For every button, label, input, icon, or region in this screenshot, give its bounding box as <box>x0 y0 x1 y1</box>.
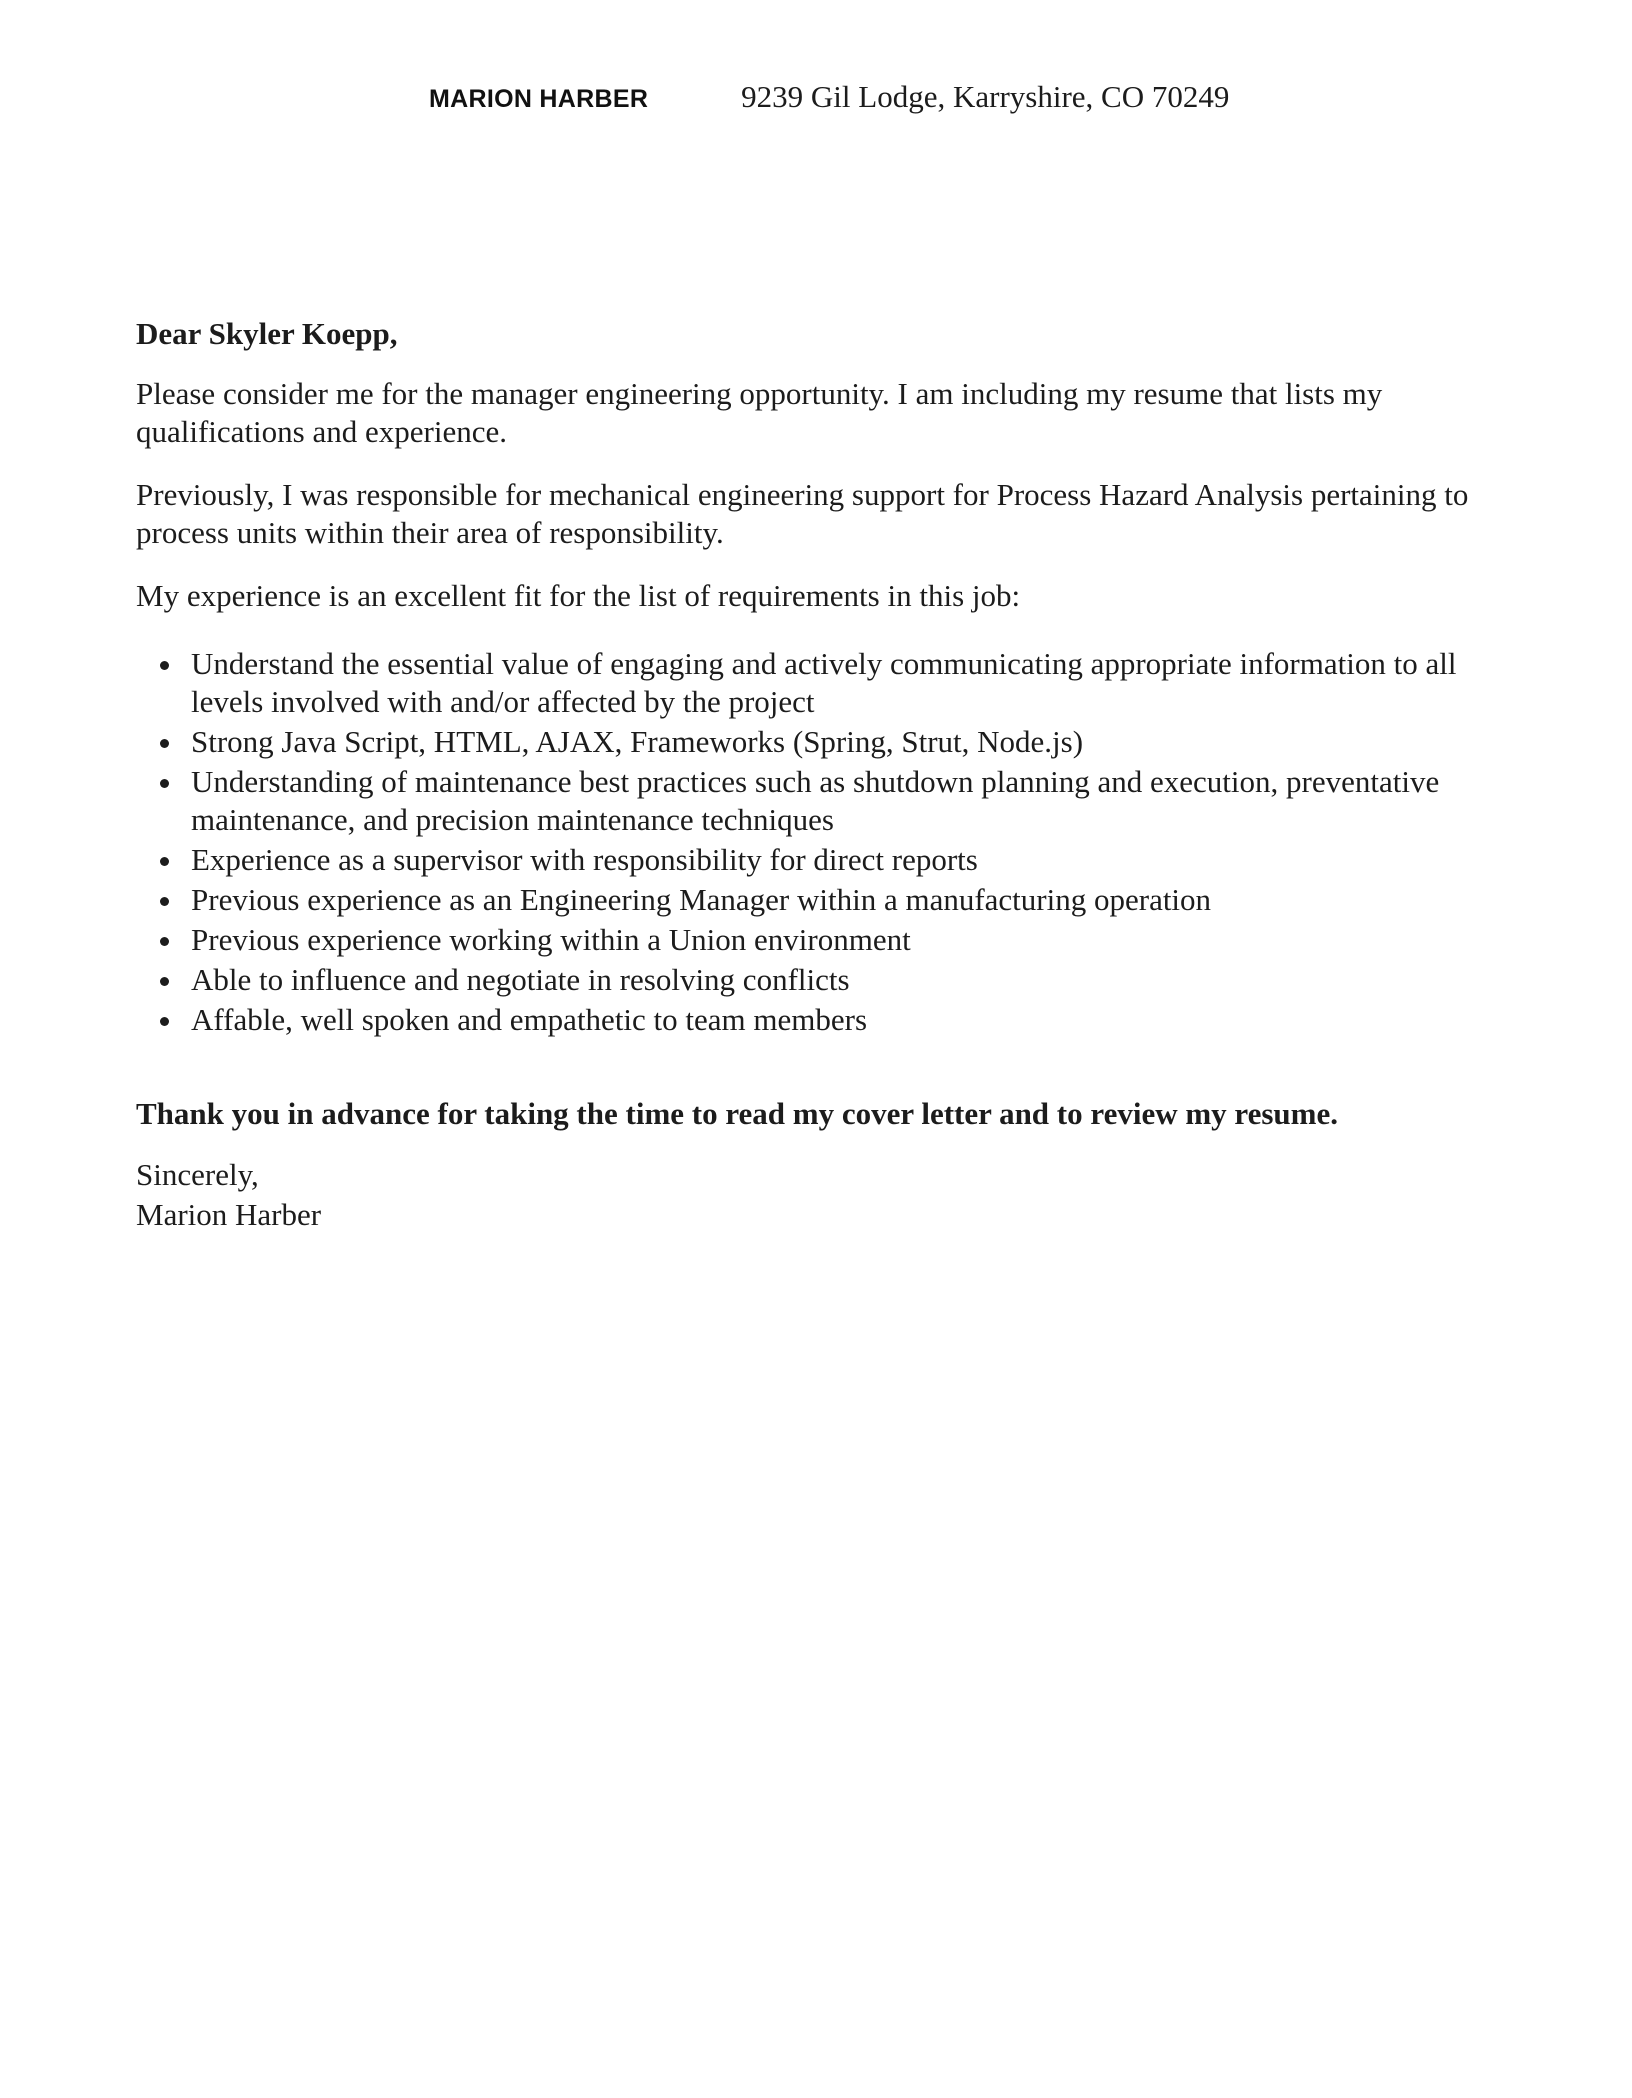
requirement-item: • Affable, well spoken and empathetic to team members <box>185 1001 1536 1039</box>
greeting: Dear Skyler Koepp, <box>136 316 398 351</box>
paragraph-requirements-lead-in: My experience is an excellent fit for the list of requirements in this job: <box>136 578 1021 613</box>
closing-salutation: Sincerely, <box>136 1157 259 1192</box>
requirement-item: • Able to influence and negotiate in resolving conflicts <box>185 961 1536 999</box>
thank-you-line: Thank you in advance for taking the time to read my cover letter and to review my resume. <box>136 1096 1339 1131</box>
letter-body <box>136 315 1536 1234</box>
signature-name: Marion Harber <box>136 1197 322 1232</box>
requirement-item: • Previous experience as an Engineering Manager within a manufacturing operation <box>185 881 1536 919</box>
requirement-item: • Previous experience working within a Union environment <box>185 921 1536 959</box>
paragraph-intro: Please consider me for the manager engineering opportunity. I am including my resume that lists my qualifications and experience. <box>136 376 1383 449</box>
sender-name: MARION HARBER <box>429 85 649 113</box>
closing-block <box>136 1156 1536 1234</box>
requirement-item: • Experience as a supervisor with responsibility for direct reports <box>185 841 1536 879</box>
requirement-item: • Understand the essential value of engaging and actively communicating appropriate information to all levels involved with and/or affected by the project <box>185 645 1536 721</box>
paragraph-experience: Previously, I was responsible for mechanical engineering support for Process Hazard Analysis pertaining to process units within their area of responsibility. <box>136 477 1469 550</box>
letter-header <box>429 79 1536 114</box>
sender-address: 9239 Gil Lodge, Karryshire, CO 70249 <box>741 79 1230 114</box>
requirements-list <box>136 645 1536 1039</box>
requirement-item: • Understanding of maintenance best practices such as shutdown planning and execution, preventative maintenance, and precision maintenance techniques <box>185 763 1536 839</box>
requirement-item: • Strong Java Script, HTML, AJAX, Frameworks (Spring, Strut, Node.js) <box>185 723 1536 761</box>
